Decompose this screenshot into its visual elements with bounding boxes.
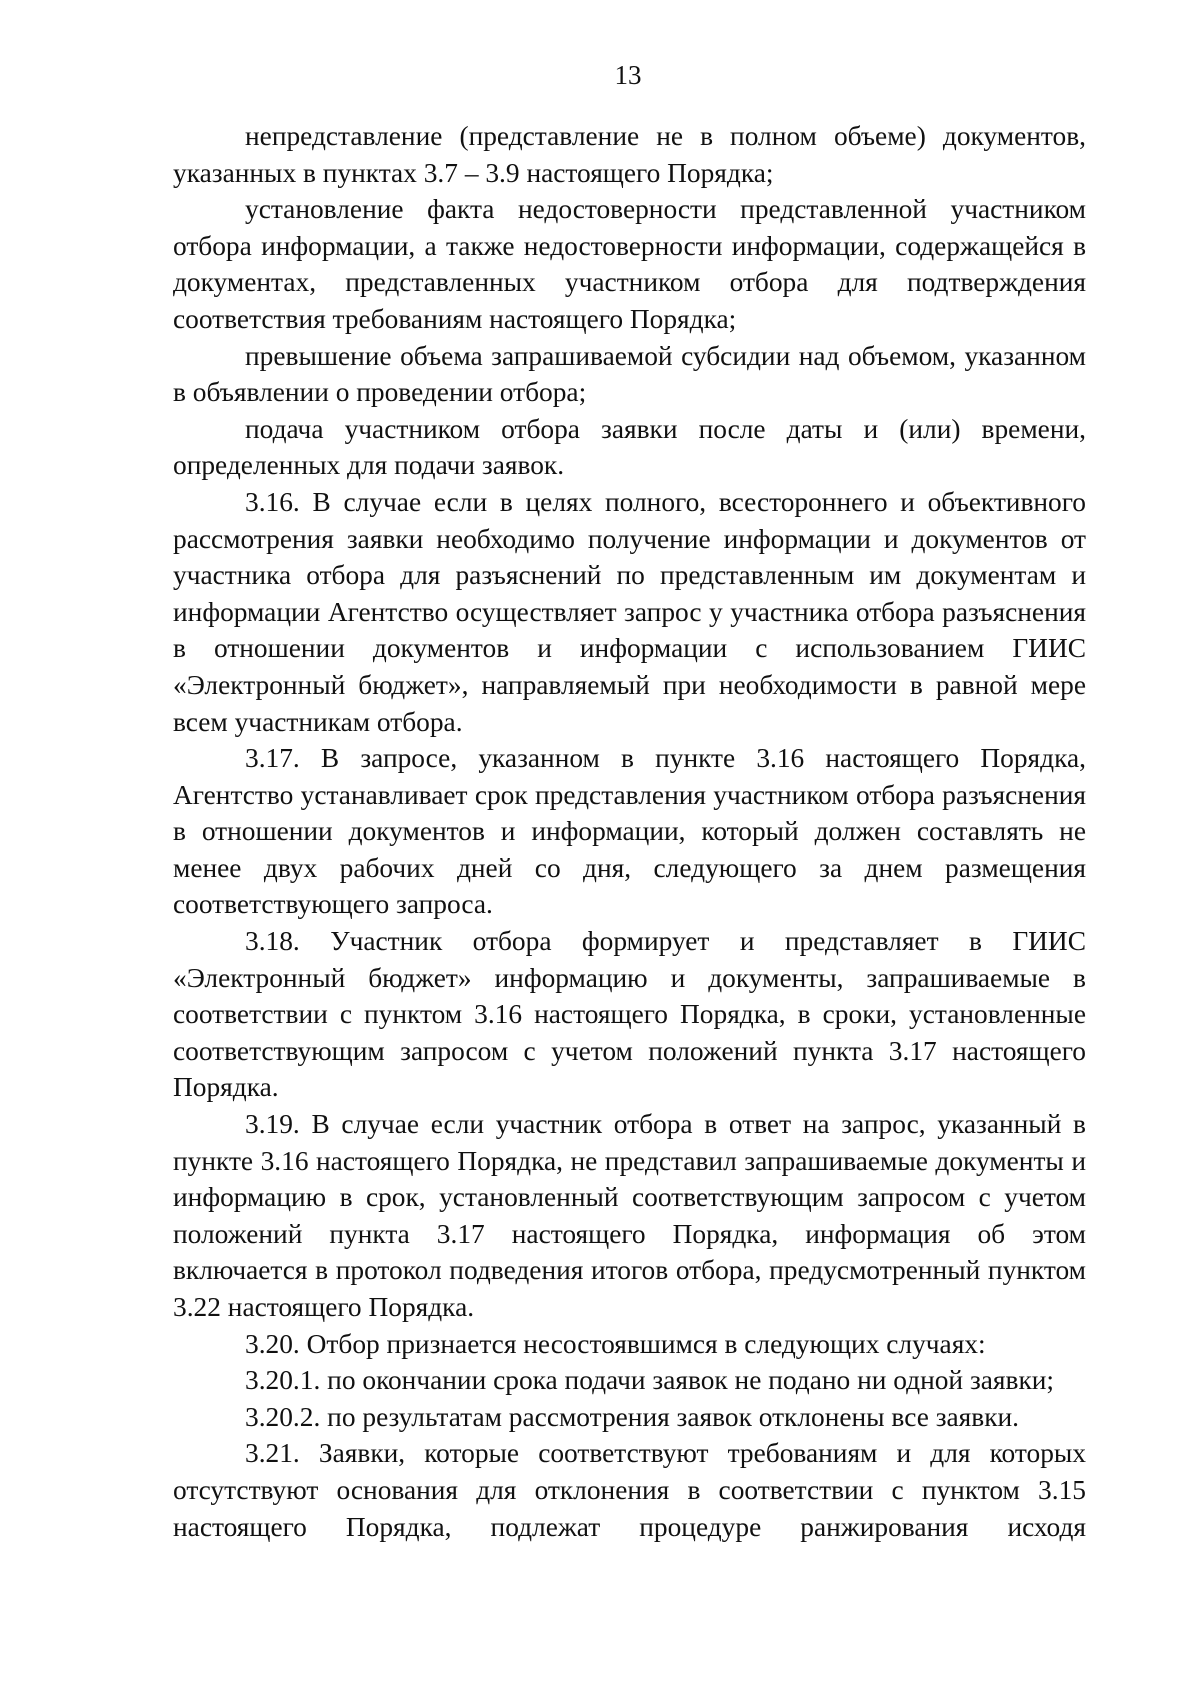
paragraph-3-21: 3.21. Заявки, которые соответствуют требованиям и для которых отсутствуют основания для отклонения в соответствии с пунктом 3.15 настоящего Порядка, подлежат процедуре ранжирования исходя — [173, 1438, 1086, 1542]
paragraph-false-information: установление факта недостоверности представленной участником отбора информации, а также недостоверности информации, содержащейся в документах, представленных участником отбора для подтверждения соответствия требованиям настоящего Порядка; — [173, 194, 1086, 334]
paragraph-3-18: 3.18. Участник отбора формирует и представляет в ГИИС «Электронный бюджет» информацию и документы, запрашиваемые в соответствии с пунктом 3.16 настоящего Порядка, в сроки, установленные соответствующим запросом с учетом положений пункта 3.17 настоящего Порядка. — [173, 926, 1086, 1103]
paragraph-3-20-1: 3.20.1. по окончании срока подачи заявок не подано ни одной заявки; — [245, 1365, 1055, 1396]
paragraph-3-20-2: 3.20.2. по результатам рассмотрения заявок отклонены все заявки. — [245, 1401, 1020, 1432]
paragraph-late-submission: подача участником отбора заявки после даты и (или) времени, определенных для подачи заявок. — [173, 413, 1086, 481]
page-number: 13 — [614, 60, 642, 90]
paragraph-3-19: 3.19. В случае если участник отбора в ответ на запрос, указанный в пункте 3.16 настоящего Порядка, не представил запрашиваемые документы и информацию в срок, установленный соответствующим запросом с учетом положений пункта 3.17 настоящего Порядка, информация об этом включается в протокол подведения итогов отбора, предусмотренный пунктом 3.22 настоящего Порядка. — [173, 1109, 1086, 1322]
paragraph-3-20: 3.20. Отбор признается несостоявшимся в следующих случаях: — [245, 1328, 986, 1359]
paragraph-nonsubmission: непредставление (представление не в полном объеме) документов, указанных в пунктах 3.7 – 3.9 настоящего Порядка; — [173, 121, 1086, 188]
document-body — [173, 118, 1086, 1545]
paragraph-3-17: 3.17. В запросе, указанном в пункте 3.16 настоящего Порядка, Агентство устанавливает срок представления участником отбора разъяснения в отношении документов и информации, который должен составлять не менее двух рабочих дней со дня, следующего за днем размещения соответствующего запроса. — [173, 743, 1086, 920]
paragraph-subsidy-excess: превышение объема запрашиваемой субсидии над объемом, указанном в объявлении о проведении отбора; — [173, 340, 1086, 408]
paragraph-3-16: 3.16. В случае если в целях полного, всестороннего и объективного рассмотрения заявки необходимо получение информации и документов от участника отбора для разъяснений по представленным им документам и информации Агентство осуществляет запрос у участника отбора разъяснения в отношении документов и информации с использованием ГИИС «Электронный бюджет», направляемый при необходимости в равной мере всем участникам отбора. — [173, 486, 1086, 737]
